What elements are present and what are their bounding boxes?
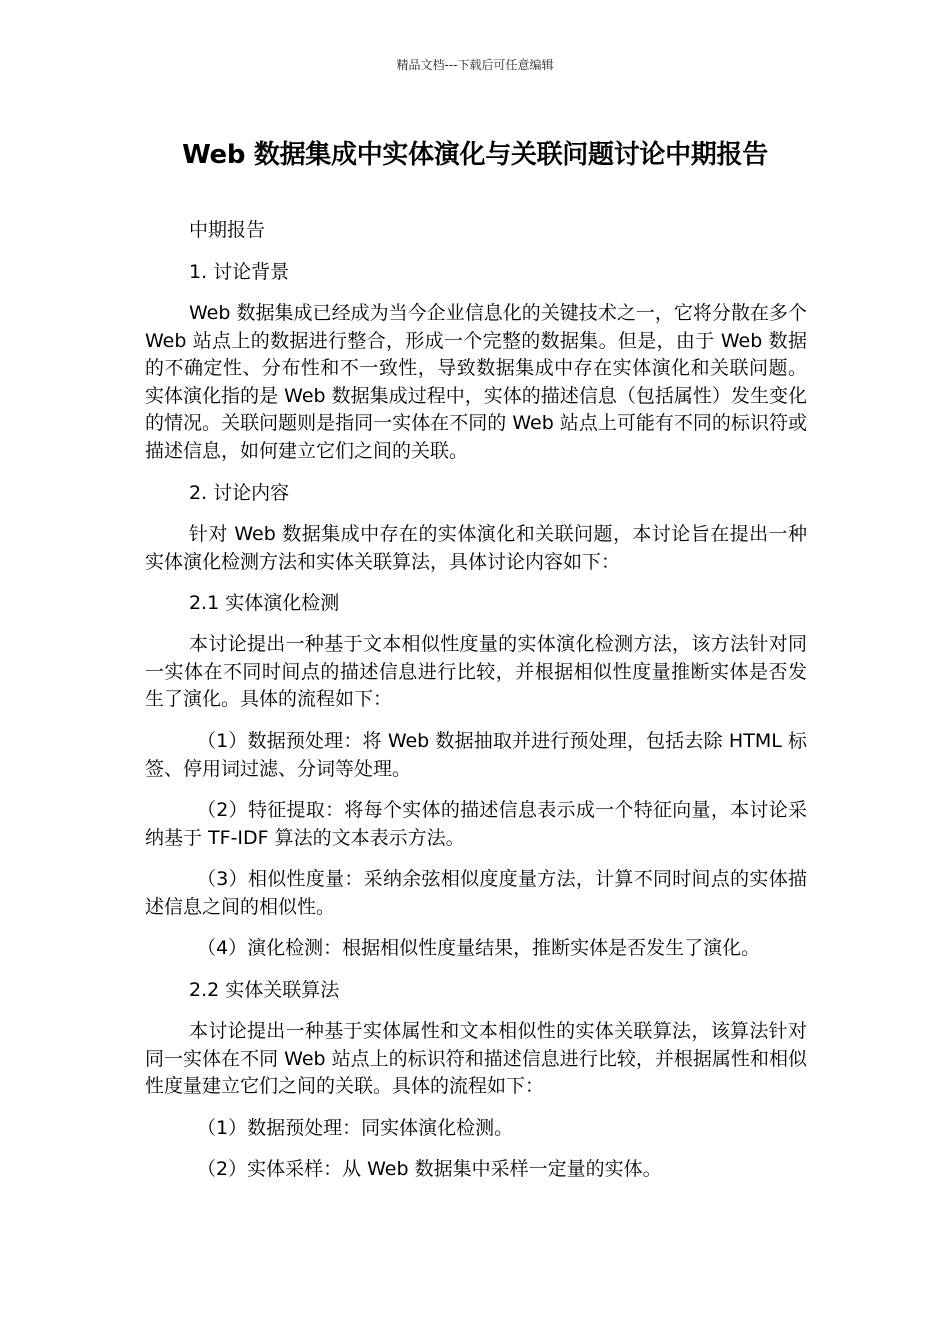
heading-association-algorithm: 2.2 实体关联算法 xyxy=(189,979,340,1001)
list-item-entity-sampling: （2）实体采样：从 Web 数据集中采样一定量的实体。 xyxy=(197,1158,662,1180)
heading-content: 2. 讨论内容 xyxy=(189,482,290,504)
list-item-feature-extraction: （2）特征提取：将每个实体的描述信息表示成一个特征向量，本讨论采纳基于 TF-IDF 算法的文本表示方法。 xyxy=(145,799,807,849)
heading-background: 1. 讨论背景 xyxy=(189,261,290,283)
paragraph-background: Web 数据集成已经成为当今企业信息化的关键技术之一，它将分散在多个 Web 站点上的数据进行整合，形成一个完整的数据集。但是，由于 Web 数据的不确定性、分布性和不一致性，导致数据集成中存在实体演化和关联问题。实体演化指的是 Web 数据集成过程中，实体的描述信息（包括属性）发生变化的情况。关联问题则是指同一实体在不同的 Web 站点上可能有不同的标识符或描述信息，如何建立它们之间的关联。 xyxy=(145,302,807,462)
heading-evolution-detection: 2.1 实体演化检测 xyxy=(189,592,340,614)
list-item-preprocessing-same: （1）数据预处理：同实体演化检测。 xyxy=(197,1117,514,1139)
paragraph-label-midterm: 中期报告 xyxy=(189,219,266,241)
document-title: Web 数据集成中实体演化与关联问题讨论中期报告 xyxy=(182,140,768,170)
page-header-watermark: 精品文档---下载后可任意编辑 xyxy=(396,58,554,72)
list-item-evolution-check: （4）演化检测：根据相似性度量结果，推断实体是否发生了演化。 xyxy=(197,937,761,959)
paragraph-association-algorithm: 本讨论提出一种基于实体属性和文本相似性的实体关联算法，该算法针对同一实体在不同 Web 站点上的标识符和描述信息进行比较，并根据属性和相似性度量建立它们之间的关联。具体的流程如下： xyxy=(145,1020,807,1097)
list-item-preprocessing: （1）数据预处理：将 Web 数据抽取并进行预处理，包括去除 HTML 标签、停用词过滤、分词等处理。 xyxy=(145,730,807,780)
paragraph-evolution-detection: 本讨论提出一种基于文本相似性度量的实体演化检测方法，该方法针对同一实体在不同时间点的描述信息进行比较，并根据相似性度量推断实体是否发生了演化。具体的流程如下： xyxy=(145,633,807,710)
list-item-similarity: （3）相似性度量：采纳余弦相似度度量方法，计算不同时间点的实体描述信息之间的相似性。 xyxy=(145,868,807,918)
paragraph-content-intro: 针对 Web 数据集成中存在的实体演化和关联问题，本讨论旨在提出一种实体演化检测方法和实体关联算法，具体讨论内容如下： xyxy=(145,523,807,573)
